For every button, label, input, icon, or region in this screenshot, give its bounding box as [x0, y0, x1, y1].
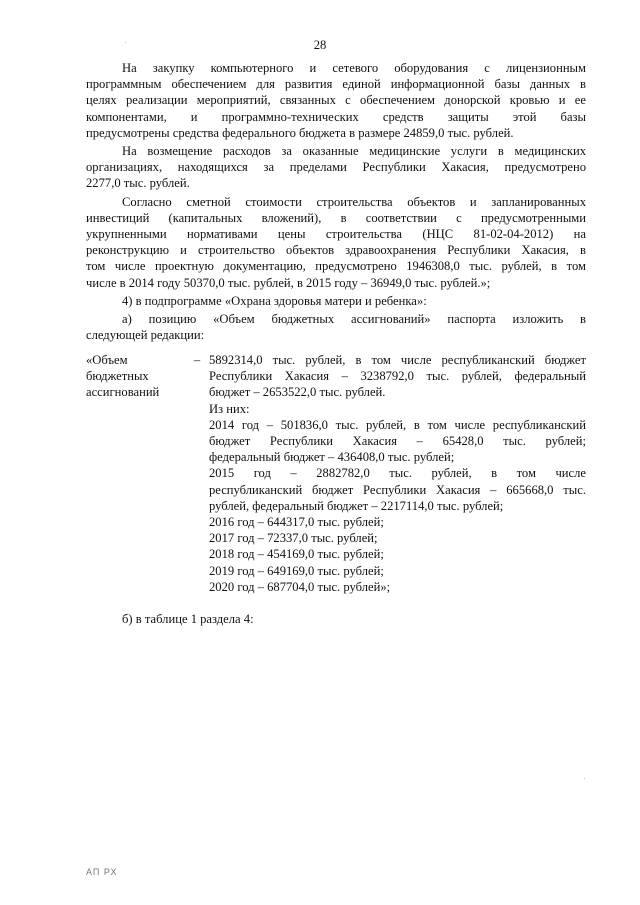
- value-line: 5892314,0 тыс. рублей, в том числе республиканский бюджет: [209, 353, 586, 367]
- text-line: реконструкцию и строительство объектов здравоохранения Республики Хакасия, в: [86, 243, 586, 258]
- text-line: целях реализации мероприятий, связанных с обеспечением донорской кровью и ее: [86, 93, 586, 108]
- value-line: Из них:: [209, 401, 250, 416]
- text-line: следующей редакции:: [86, 328, 205, 343]
- text-line: предусмотрены средства федерального бюджета в размере 24859,0 тыс. рублей.: [86, 125, 514, 140]
- passport-value: [209, 352, 586, 595]
- subsection-table-ref: б) в таблице 1 раздела 4:: [122, 612, 254, 626]
- value-line: федеральный бюджет – 436408,0 тыс. рублей;: [209, 450, 455, 465]
- value-line: республиканский бюджет Республики Хакасия – 665668,0 тыс.: [209, 482, 586, 497]
- text-line: На возмещение расходов за оказанные медицинские услуги в медицинских: [122, 144, 586, 159]
- footer-mark: АП РХ: [86, 867, 118, 877]
- passport-dash: –: [193, 353, 201, 367]
- paragraph-reimbursement: [86, 143, 586, 192]
- value-line: Республики Хакасия – 3238792,0 тыс. рублей, федеральный: [209, 369, 586, 384]
- value-line: 2017 год – 72337,0 тыс. рублей;: [209, 531, 378, 546]
- body-text: [86, 60, 586, 345]
- passport-budget-block: [86, 352, 586, 602]
- text-line: а) позицию «Объем бюджетных ассигнований» паспорта изложить в: [122, 312, 586, 327]
- passport-label: [86, 352, 186, 401]
- text-line: компонентами, и программно-технических средств защиты этой базы: [86, 109, 586, 124]
- text-line: программным обеспечением для развития единой информационной базы данных в: [86, 77, 586, 92]
- label-line: «Объем: [86, 353, 128, 367]
- text-line: укрупненными нормативами цены строительства (НЦС 81-02-04-2012) на: [86, 227, 586, 242]
- value-line: 2020 год – 687704,0 тыс. рублей»;: [209, 579, 391, 594]
- value-line: 2014 год – 501836,0 тыс. рублей, в том числе республиканский: [209, 417, 586, 432]
- value-line: 2019 год – 649169,0 тыс. рублей;: [209, 563, 384, 578]
- value-line: 2015 год – 2882782,0 тыс. рублей, в том числе: [209, 466, 586, 481]
- paragraph-construction: [86, 194, 586, 291]
- text-line: организациях, находящихся за пределами Республики Хакасия, предусмотрено: [86, 160, 586, 175]
- text-line: Согласно сметной стоимости строительства объектов и запланированных: [122, 194, 586, 209]
- value-line: бюджет – 2653522,0 тыс. рублей.: [209, 385, 386, 400]
- paragraph-equipment: [86, 60, 586, 141]
- scan-speck: [584, 778, 585, 779]
- label-line: бюджетных: [86, 369, 149, 384]
- text-line: 4) в подпрограмме «Охрана здоровья матери и ребенка»:: [122, 293, 427, 308]
- text-line: числе в 2014 году 50370,0 тыс. рублей, в 2015 году – 36949,0 тыс. рублей.»;: [86, 275, 491, 290]
- value-line: 2018 год – 454169,0 тыс. рублей;: [209, 547, 384, 562]
- text-line: На закупку компьютерного и сетевого оборудования с лицензионным: [122, 61, 586, 75]
- paragraph-subprogram: [86, 293, 586, 309]
- text-line: том числе проектную документацию, предусмотрено 1946308,0 тыс. рублей, в том: [86, 259, 586, 274]
- text-line: 2277,0 тыс. рублей.: [86, 176, 190, 191]
- label-line: ассигнований: [86, 385, 160, 400]
- value-line: бюджет Республики Хакасия – 65428,0 тыс. рублей;: [209, 434, 586, 449]
- paragraph-position: [86, 311, 586, 343]
- value-line: 2016 год – 644317,0 тыс. рублей;: [209, 515, 384, 530]
- value-line: рублей, федеральный бюджет – 2217114,0 тыс. рублей;: [209, 498, 504, 513]
- page-number: 28: [313, 38, 327, 52]
- text-line: инвестиций (капитальных вложений), в соответствии с предусмотренными: [86, 210, 586, 225]
- scan-speck: [125, 42, 126, 43]
